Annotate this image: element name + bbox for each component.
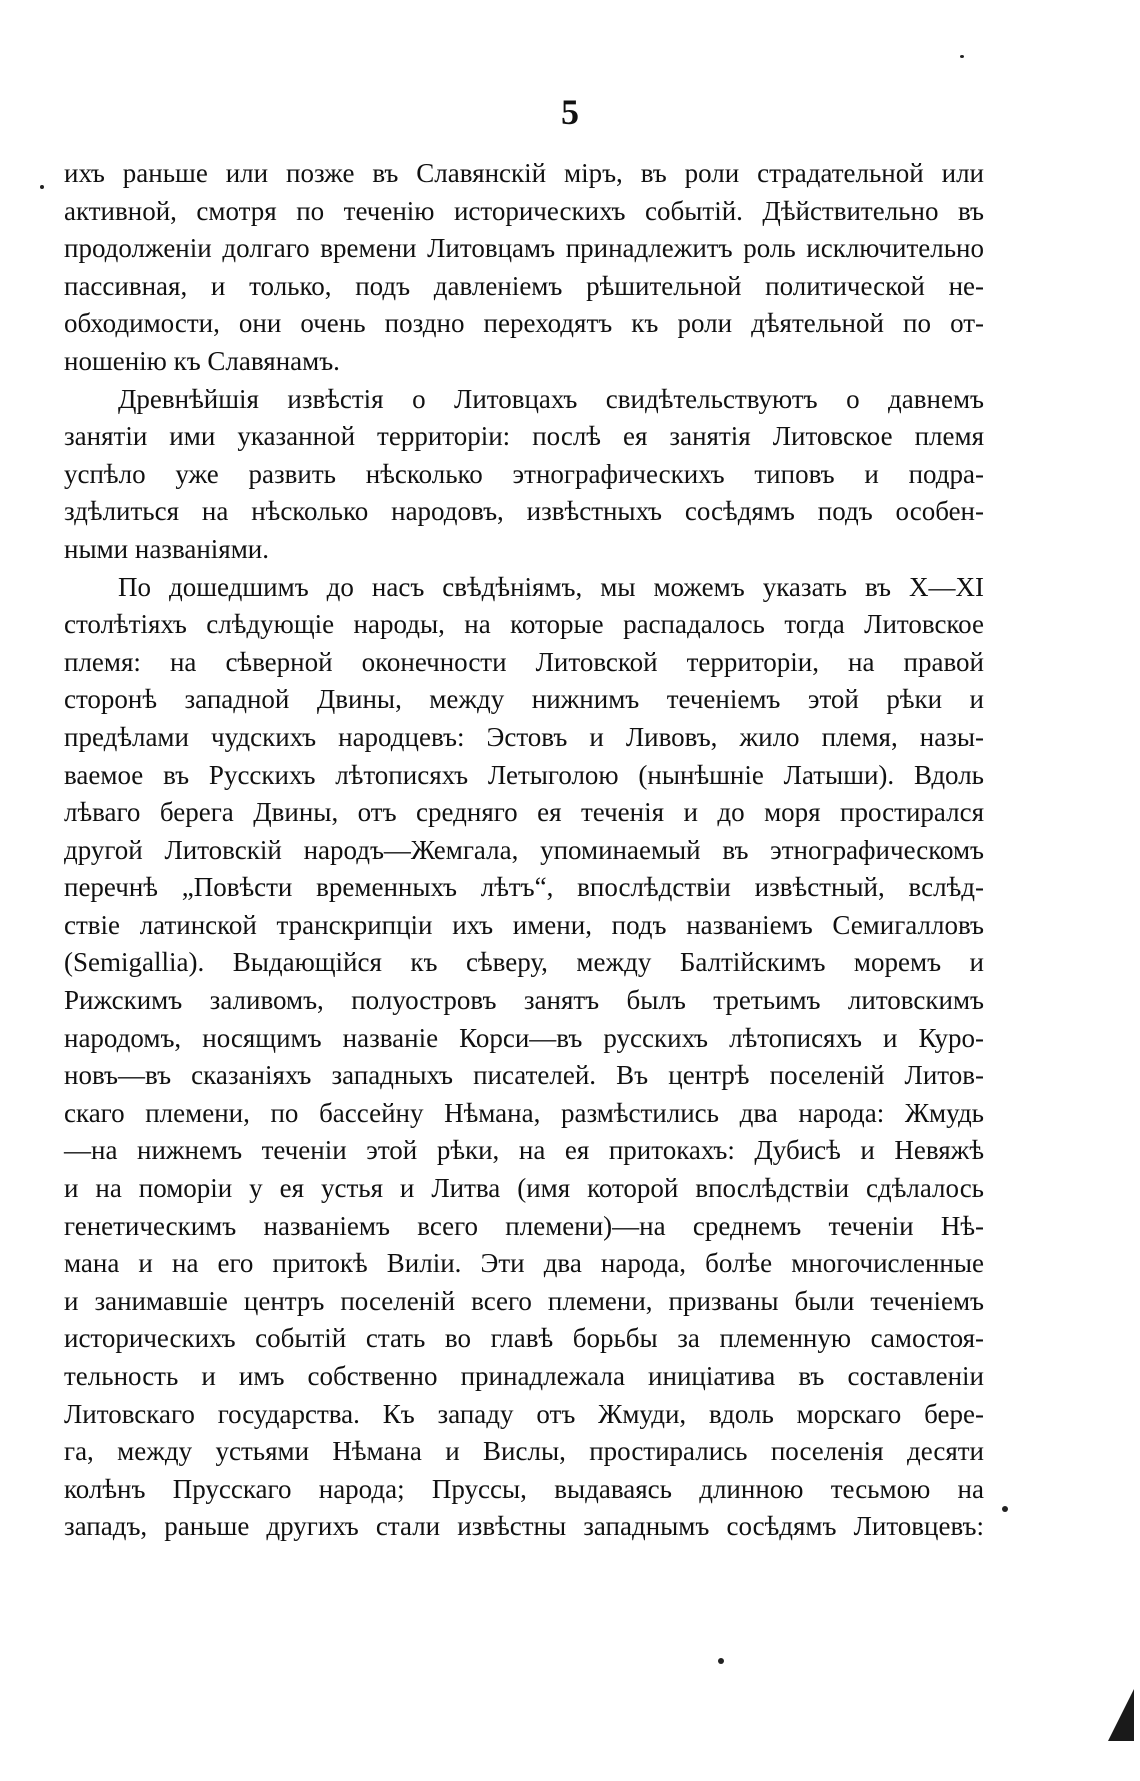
text-line: лѣваго берега Двины, отъ средняго ея теченія и до моря простирался <box>64 797 984 828</box>
text-line: сторонѣ западной Двины, между нижнимъ теченіемъ этой рѣки и <box>64 684 984 715</box>
text-line: пассивная, и только, подъ давленіемъ рѣшительной политической не- <box>64 270 984 301</box>
page-number: 5 <box>561 92 579 132</box>
scan-speck <box>718 1658 724 1664</box>
text-line: народомъ, носящимъ названіе Корси—въ русскихъ лѣтописяхъ и Куро- <box>64 1022 984 1053</box>
text-line: Рижскимъ заливомъ, полуостровъ занятъ былъ третьимъ литовскимъ <box>64 985 984 1016</box>
text-line: га, между устьями Нѣмана и Вислы, простирались поселенія десяти <box>64 1436 984 1467</box>
text-line: мана и на его притокѣ Виліи. Эти два народа, болѣе многочисленные <box>64 1248 984 1279</box>
text-line: ношенію къ Славянамъ. <box>64 345 340 376</box>
text-line: генетическимъ названіемъ всего племени)—на среднемъ теченіи Нѣ- <box>64 1210 984 1241</box>
text-line: —на нижнемъ теченіи этой рѣки, на ея притокахъ: Дубисѣ и Невяжѣ <box>64 1135 984 1166</box>
text-line: и занимавшіе центръ поселеній всего племени, призваны были теченіемъ <box>64 1285 984 1316</box>
text-line: здѣлиться на нѣсколько народовъ, извѣстныхъ сосѣдямъ подъ особен- <box>64 496 984 527</box>
text-line: новъ—въ сказаніяхъ западныхъ писателей. Въ центрѣ поселеній Литов- <box>64 1060 984 1091</box>
text-line: другой Литовскій народъ—Жемгала, упоминаемый въ этнографическомъ <box>64 834 984 865</box>
text-line: ваемое въ Русскихъ лѣтописяхъ Летыголою (нынѣшніе Латыши). Вдоль <box>64 759 984 790</box>
scan-speck <box>960 55 964 58</box>
text-line: активной, смотря по теченію историческихъ событій. Дѣйствительно въ <box>64 195 984 226</box>
text-line: успѣло уже развить нѣсколько этнографическихъ типовъ и подра- <box>64 458 984 489</box>
page-corner-mark <box>1108 1689 1134 1741</box>
text-line: ными названіями. <box>64 533 270 564</box>
text-line: (Semigallia). Выдающійся къ сѣверу, между Балтійскимъ моремъ и <box>64 947 984 978</box>
body-text <box>64 155 984 1546</box>
text-line: продолженіи долгаго времени Литовцамъ принадлежитъ роль исключительно <box>64 233 984 264</box>
text-line: ствіе латинской транскрипціи ихъ имени, подъ названіемъ Семигалловъ <box>64 909 984 940</box>
text-line: столѣтіяхъ слѣдующіе народы, на которые распадалось тогда Литовское <box>64 609 984 640</box>
text-line: ихъ раньше или позже въ Славянскій міръ, въ роли страдательной или <box>64 158 984 188</box>
text-line: тельность и имъ собственно принадлежала иниціатива въ составленіи <box>64 1361 984 1391</box>
paragraph-3 <box>64 569 984 1546</box>
paragraph-2 <box>64 381 984 569</box>
text-line: По дошедшимъ до насъ свѣдѣніямъ, мы можемъ указать въ X—XI <box>118 571 984 602</box>
scan-speck <box>1002 1506 1008 1512</box>
text-line: и на поморіи у ея устья и Литва (имя которой впослѣдствіи сдѣлалось <box>64 1173 984 1204</box>
text-line: историческихъ событій стать во главѣ борьбы за племенную самостоя- <box>64 1323 984 1354</box>
text-line: занятіи ими указанной территоріи: послѣ ея занятія Литовское племя <box>64 421 984 452</box>
text-line: западъ, раньше другихъ стали извѣстны западнымъ сосѣдямъ Литовцевъ: <box>64 1511 984 1542</box>
text-line: Литовскаго государства. Къ западу отъ Жмуди, вдоль морскаго бере- <box>64 1398 984 1429</box>
text-line: обходимости, они очень поздно переходятъ къ роли дѣятельной по от- <box>64 308 984 339</box>
text-line: племя: на сѣверной оконечности Литовской территоріи, на правой <box>64 646 984 677</box>
text-line: предѣлами чудскихъ народцевъ: Эстовъ и Ливовъ, жило племя, назы- <box>64 721 984 752</box>
text-line: Древнѣйшія извѣстія о Литовцахъ свидѣтельствуютъ о давнемъ <box>118 383 984 414</box>
text-line: перечнѣ „Повѣсти временныхъ лѣтъ“, впослѣдствіи извѣстный, вслѣд- <box>64 872 984 903</box>
paragraph-1 <box>64 155 984 381</box>
text-line: колѣнъ Прусскаго народа; Пруссы, выдаваясь длинною тесьмою на <box>64 1473 984 1504</box>
text-line: скаго племени, по бассейну Нѣмана, размѣстились два народа: Жмудь <box>64 1097 984 1128</box>
scan-speck <box>40 185 44 189</box>
